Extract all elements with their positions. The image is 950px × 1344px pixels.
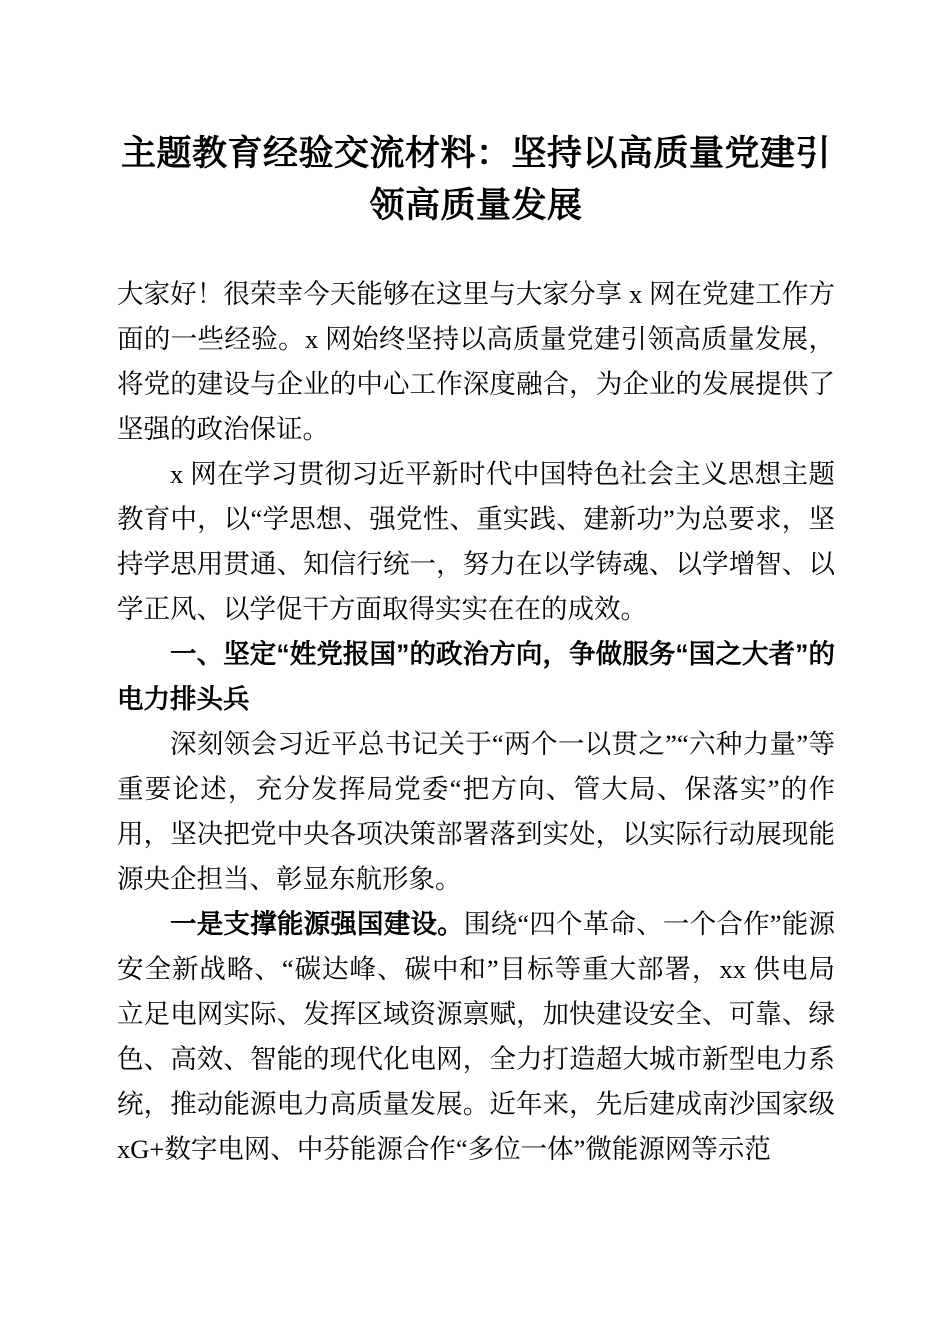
paragraph-greeting-intro: 大家好！很荣幸今天能够在这里与大家分享 x 网在党建工作方面的一些经验。x 网始终坚持以高质量党建引领高质量发展，将党的建设与企业的中心工作深度融合，为企业的发展提供了坚强的政治保证。 <box>117 279 835 444</box>
paragraph-section1-lead: 深刻领会习近平总书记关于“两个一以贯之”“六种力量”等重要论述，充分发挥局党委“把方向、管大局、保落实”的作用，坚决把党中央各项决策部署落到实处，以实际行动展现能源央企担当、彰显东航形象。 <box>117 729 835 894</box>
document-body <box>117 272 835 1172</box>
paragraph-point-1 <box>117 902 835 1172</box>
document-title: 主题教育经验交流材料：坚持以高质量党建引领高质量发展 <box>120 134 831 225</box>
point-1-bold-lead: 一是支撑能源强国建设。 <box>170 909 464 939</box>
paragraph-theme-education: x 网在学习贯彻习近平新时代中国特色社会主义思想主题教育中，以“学思想、强党性、重实践、建新功”为总要求，坚持学思用贯通、知信行统一，努力在以学铸魂、以学增智、以学正风、以学促干方面取得实实在在的成效。 <box>117 459 835 624</box>
section-heading-1: 一、坚定“姓党报国”的政治方向，争做服务“国之大者”的电力排头兵 <box>117 639 835 714</box>
point-1-body-text: 围绕“四个革命、一个合作”能源安全新战略、“碳达峰、碳中和”目标等重大部署，xx 供电局立足电网实际、发挥区域资源禀赋，加快建设安全、可靠、绿色、高效、智能的现代化电网，全力打造超大城市新型电力系统，推动能源电力高质量发展。近年来，先后建成南沙国家级 xG+数字电网、中芬能源合作“多位一体”微能源网等示范 <box>117 909 835 1164</box>
